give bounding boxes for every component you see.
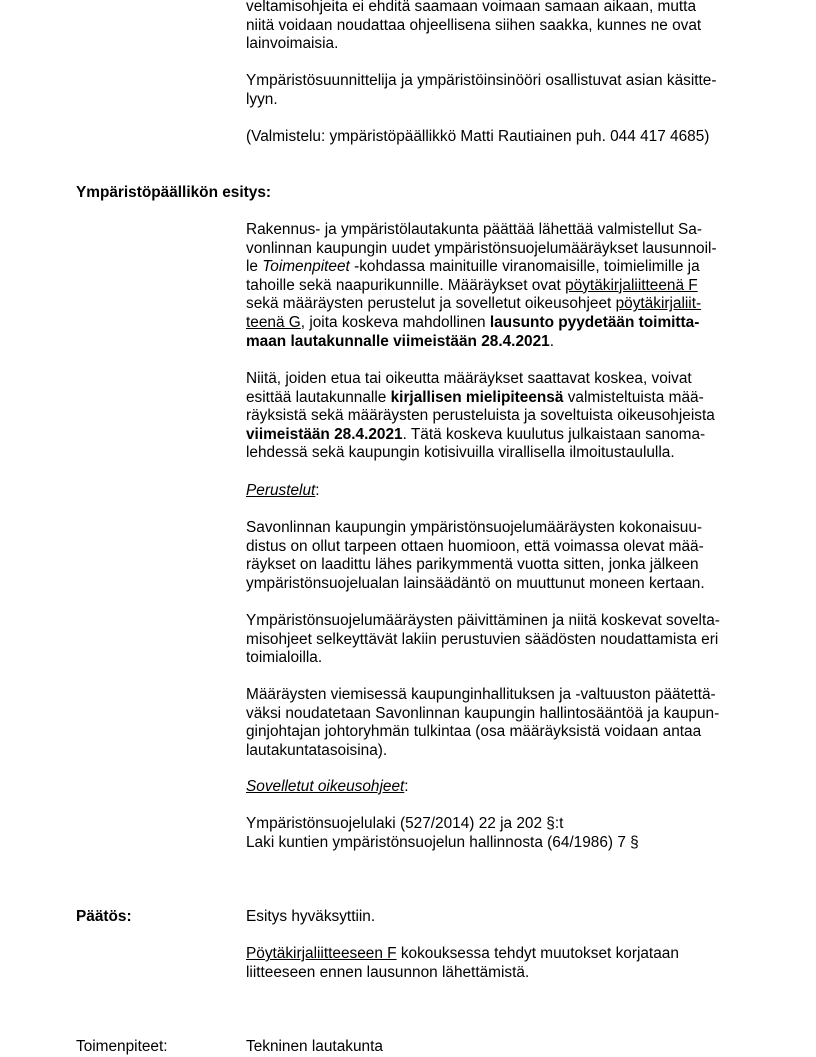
text-line: teenä G, joita koskeva mahdollinen lausunto pyydetään toimitta- [246, 313, 700, 331]
text-line: le Toimenpiteet -kohdassa mainituille viranomaisille, toimielimille ja [246, 258, 700, 276]
attachment-link-g-cont[interactable]: teenä G [246, 313, 301, 331]
toimenpiteet-value: Tekninen lautakunta [246, 1038, 383, 1055]
law-item: Ympäristönsuojelulaki (527/2014) 22 ja 202 §:t [246, 815, 564, 832]
paatos-text: Esitys hyväksyttiin. [246, 908, 376, 925]
text-line: lautakuntatasoisina). [246, 741, 388, 759]
text-line: esittää lautakunnalle kirjallisen mielipiteensä valmisteltuista mää- [246, 388, 704, 406]
text-line: distus on ollut tarpeen ottaen huomioon, että voimassa olevat mää- [246, 537, 704, 555]
text-line: Savonlinnan kaupungin ympäristönsuojelumääräysten kokonaisuu- [246, 519, 703, 536]
perustelut-paragraph-3 [246, 686, 746, 760]
text-line: maan lautakunnalle viimeistään 28.4.2021. [246, 332, 554, 350]
perustelut-paragraph-1 [246, 519, 746, 593]
text-line: Pöytäkirjaliitteeseen F kokouksessa tehdyt muutokset korjataan [246, 945, 679, 962]
section-label-toimenpiteet: Toimenpiteet: [76, 1038, 168, 1055]
text-line: toimialoilla. [246, 649, 323, 667]
perustelut-paragraph-2 [246, 612, 746, 668]
text-line: ginjohtajan johtoryhmän tulkintaa (osa määräyksistä voidaan antaa [246, 723, 702, 741]
text-line: räykset on laadittu lähes parikymmentä vuotta sitten, jonka jälkeen [246, 556, 699, 574]
text-line: Rakennus- ja ympäristölautakunta päättää lähettää valmistellut Sa- [246, 221, 702, 238]
text-line: liitteeseen ennen lausunnon lähettämistä. [246, 963, 530, 981]
preparer-note: (Valmistelu: ympäristöpäällikkö Matti Rautiainen puh. 044 417 4685) [246, 128, 710, 145]
reference-toimenpiteet: Toimenpiteet [262, 258, 350, 276]
oikeusohjeet-heading: Sovelletut oikeusohjeet: [246, 778, 409, 795]
text-line: ympäristönsuojelualan lainsäädäntö on muuttunut moneen kertaan. [246, 574, 705, 592]
section-label-paatos: Päätös: [76, 908, 132, 925]
esitys-paragraph-2 [246, 370, 746, 463]
text-line: Niitä, joiden etua tai oikeutta määräykset saattavat koskea, voivat [246, 370, 692, 387]
text-line: veltamisohjeita ei ehditä saamaan voimaan samaan aikaan, mutta [246, 0, 697, 15]
attachment-link-f[interactable]: pöytäkirjaliitteenä F [565, 276, 698, 294]
text-line: lehdessä sekä kaupungin kotisivuilla virallisella ilmoitustaululla. [246, 444, 675, 462]
paatos-paragraph-2 [246, 945, 746, 982]
attachment-link-f-decision[interactable]: Pöytäkirjaliitteeseen F [246, 945, 397, 962]
text-line: lyyn. [246, 90, 278, 108]
text-line: räyksistä sekä määräysten perusteluista ja soveltuista oikeusohjeista [246, 407, 715, 425]
text-line: viimeistään 28.4.2021. Tätä koskeva kuulutus julkaistaan sanoma- [246, 425, 706, 443]
section-label-esitys: Ympäristöpäällikön esitys: [76, 184, 272, 201]
intro-paragraph-1 [246, 0, 746, 54]
text-line: Ympäristösuunnittelija ja ympäristöinsinööri osallistuvat asian käsitte- [246, 72, 717, 89]
esitys-paragraph-1 [246, 221, 746, 351]
text-line: sekä määräysten perustelut ja sovelletut oikeusohjeet pöytäkirjaliit- [246, 295, 702, 313]
text-line: vonlinnan kaupungin uudet ympäristönsuojelumääräykset lausunnoil- [246, 239, 717, 257]
laws-list [246, 815, 746, 852]
text-line: tahoille sekä naapurikunnille. Määräykset ovat pöytäkirjaliitteenä F [246, 276, 698, 294]
text-line: väksi noudatetaan Savonlinnan kaupungin hallintosääntöä ja kaupun- [246, 704, 720, 722]
law-item: Laki kuntien ympäristönsuojelun hallinnosta (64/1986) 7 § [246, 833, 639, 851]
perustelut-heading: Perustelut: [246, 482, 320, 499]
attachment-link-g[interactable]: pöytäkirjaliit- [615, 295, 702, 313]
text-line: Määräysten viemisessä kaupunginhallituksen ja -valtuuston päätettä- [246, 686, 716, 703]
text-line: Ympäristönsuojelumääräysten päivittäminen ja niitä koskevat sovelta- [246, 612, 720, 629]
intro-paragraph-2 [246, 72, 746, 109]
text-line: lainvoimaisia. [246, 35, 339, 53]
text-line: misohjeet selkeyttävät lakiin perustuvien säädösten noudattamista eri [246, 630, 719, 648]
text-line: niitä voidaan noudattaa ohjeellisena siihen saakka, kunnes ne ovat [246, 16, 702, 34]
